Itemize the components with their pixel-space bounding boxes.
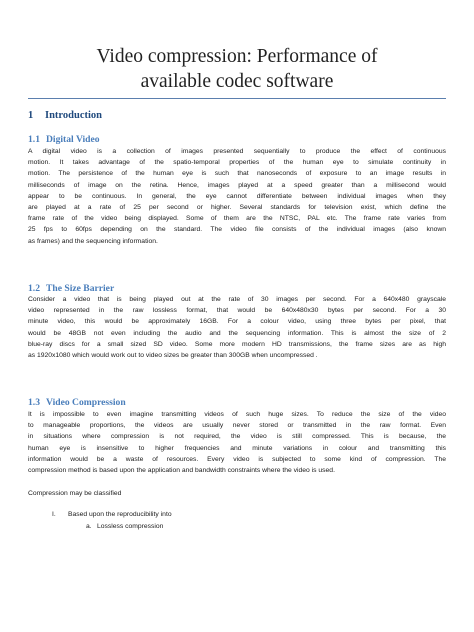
subsection-title: Digital Video [46,134,100,145]
subsection-heading-size-barrier [28,283,114,294]
text-line: in situations where compression is not required, the video is still compressed. This is because, the [28,433,446,441]
section-title: Introduction [45,110,102,121]
text-line: blue-ray discs for a small sized SD video. Some more modern HD transmissions, the frame sizes are as high [28,340,446,348]
text-line: milliseconds of image on the retina. Hence, images played at a speed greater than a millisecond would [28,181,446,189]
text-line: A digital video is a collection of images presented sequentially to produce the effect of continuous [28,148,446,155]
subsection-heading-digital-video [28,134,100,145]
subsection-number: 1.3 [28,397,40,408]
text-line: compression method is based upon the application and bandwidth constraints where the video is used. [28,467,335,475]
text-line: appear to be continuous. In general, the eye cannot differentiate between individual images when they [28,192,446,200]
text-line: to manageable proportions, the videos are usually never stored or transmitted in the raw format. Even [28,422,446,430]
text-line: are played at a rate of 25 per second or higher. Several standards for television exist, which define the [28,204,446,212]
text-line: Consider a video that is being played out at the rate of 30 images per second. For a 640x480 grayscale [28,296,446,303]
sublist-item-lossless [86,521,163,532]
document-title [20,44,454,94]
list-item-text: Based upon the reproducibility into [68,511,172,518]
section-heading-introduction [28,110,102,121]
paragraph-video-compression [28,409,446,476]
text-line: Compression may be classified [28,490,122,497]
paragraph-digital-video [28,146,446,247]
text-line: motion. The persistence of the human eye is such that nanoseconds of exposure to an image results in [28,170,446,178]
title-line-2: available codec software [140,71,334,92]
sublist-marker: a. [86,523,92,530]
text-line: would be 48GB not even including the audio and the sequencing information. This is almost the size of 2 [28,329,446,337]
subsection-number: 1.2 [28,283,40,294]
text-line: It is impossible to even imagine transmitting videos of such huge sizes. To reduce the size of the video [28,411,446,418]
list-item-reproducibility [52,509,172,520]
subsection-number: 1.1 [28,134,40,145]
text-line: as 1920x1080 which would work out to video sizes be greater than 300GB when uncompressed . [28,352,318,360]
subsection-heading-video-compression [28,397,126,408]
text-line: as frames) and the sequencing information. [28,237,158,245]
text-line: motion. It takes advantage of the spatio-temporal properties of the human eye to simulate continuity in [28,159,446,167]
subsection-title: Video Compression [46,397,126,408]
text-line: minute video, this would be approximately 16GB. For a colour video, using three bytes per pixel, that [28,318,446,326]
paragraph-size-barrier [28,294,446,361]
sublist-item-text: Lossless compression [97,523,164,530]
section-number: 1 [28,110,34,121]
text-line: information would be a waste of resources. Every video is subjected to some kind of compression. The [28,455,446,463]
subsection-title: The Size Barrier [46,283,115,294]
paragraph-compression-classified [28,488,446,499]
text-line: frame rate of the video being displayed. Some of them are the NTSC, PAL etc. The frame rate varies from [28,215,446,223]
title-underline [28,98,446,99]
list-marker: I. [52,511,56,518]
text-line: human eye is insensitive to higher frequencies and minute variations in colour and transmitting this [28,444,446,452]
text-line: 25 fps to 60fps depending on the standard. The video file consists of the individual images (also known [28,226,446,234]
title-line-1: Video compression: Performance of [96,46,378,67]
text-line: video represented in the raw lossless format, that would be 640x480x30 bytes per second. For a 30 [28,307,446,315]
